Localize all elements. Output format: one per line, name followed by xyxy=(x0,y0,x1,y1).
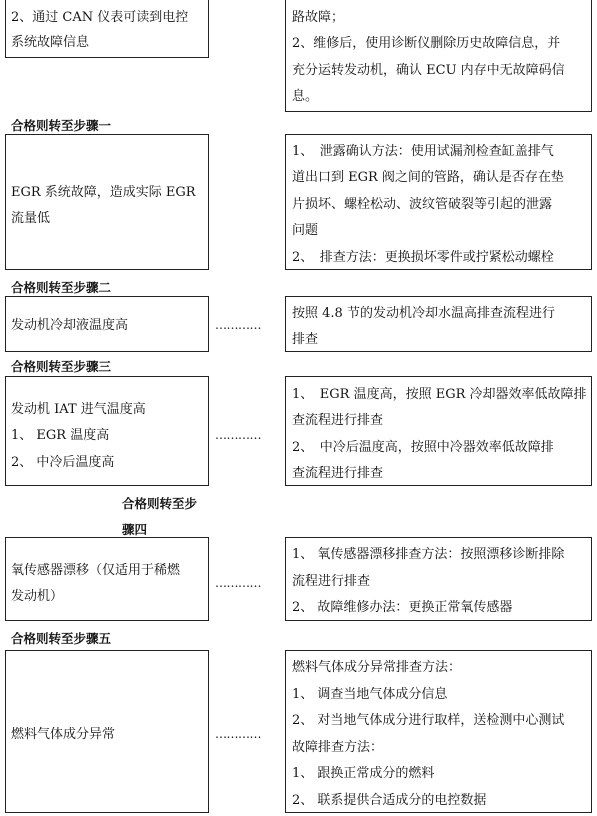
action-line: 2、 中冷后温度高，按照中冷器效率低故障排 xyxy=(292,440,554,455)
connector-dots: ………… xyxy=(215,727,261,741)
action-line: 排查 xyxy=(292,332,319,347)
action-line: 流程进行排查 xyxy=(292,574,371,589)
action-line: 查流程进行排查 xyxy=(292,466,384,481)
action-line: 问题 xyxy=(292,223,319,238)
action-line: 1、 氧传感器漂移排查方法：按照漂移诊断排除 xyxy=(292,547,565,562)
step-heading-5: 合格则转至步骤五 xyxy=(11,631,112,646)
action-line: 路故障； xyxy=(292,10,345,25)
cause-box-egr xyxy=(5,134,209,270)
cause-line: 发动机 IAT 进气温度高 xyxy=(11,402,146,417)
cause-line: 发动机冷却液温度高 xyxy=(11,318,129,333)
action-line: 1、 跟换正常成分的燃料 xyxy=(292,766,435,781)
cause-line: 流量低 xyxy=(11,211,51,226)
cause-line: 1、 EGR 温度高 xyxy=(11,428,110,443)
action-line: 2、 对当地气体成分进行取样，送检测中心测试 xyxy=(292,713,565,728)
cause-line: 2、通过 CAN 仪表可读到电控 xyxy=(11,10,189,25)
action-line: 充分运转发动机，确认 ECU 内存中无故障码信 xyxy=(292,63,565,78)
cause-line: 系统故障信息 xyxy=(11,35,90,50)
action-line: 2、 排查方法：更换损坏零件或拧紧松动螺栓 xyxy=(292,250,554,265)
action-line: 1、 EGR 温度高，按照 EGR 冷却器效率低故障排 xyxy=(292,387,587,402)
step-heading-1: 合格则转至步骤一 xyxy=(11,118,112,133)
cause-line: 氧传感器漂移（仅适用于稀燃 xyxy=(11,563,181,578)
action-line: 片损坏、螺栓松动、波纹管破裂等引起的泄露 xyxy=(292,197,553,212)
step-heading-4: 合格则转至步 xyxy=(122,496,198,511)
connector-dots: ………… xyxy=(215,576,261,590)
action-line: 1、 调查当地气体成分信息 xyxy=(292,687,448,702)
connector-dots: ………… xyxy=(215,428,261,442)
action-box-coolant xyxy=(285,296,592,352)
cause-line: 燃料气体成分异常 xyxy=(11,727,116,742)
step-heading-2: 合格则转至步骤二 xyxy=(11,280,112,295)
step-heading-3: 合格则转至步骤三 xyxy=(11,359,112,374)
action-line: 1、 泄露确认方法：使用试漏剂检查缸盖排气 xyxy=(292,144,554,159)
action-line: 2、维修后，使用诊断仪删除历史故障信息，并 xyxy=(292,36,561,51)
cause-line: 发动机） xyxy=(11,589,64,604)
cause-line: EGR 系统故障，造成实际 EGR xyxy=(11,185,196,200)
action-line: 2、 联系提供合适成分的电控数据 xyxy=(292,793,487,808)
step-heading-4: 骤四 xyxy=(122,522,148,537)
action-line: 燃料气体成分异常排查方法： xyxy=(292,660,462,675)
action-line: 息。 xyxy=(292,89,319,104)
action-line: 按照 4.8 节的发动机冷却水温高排查流程进行 xyxy=(292,306,555,321)
connector-dots: ………… xyxy=(215,318,261,332)
action-line: 2、 故障维修办法：更换正常氧传感器 xyxy=(292,600,513,615)
action-line: 查流程进行排查 xyxy=(292,413,384,428)
cause-box-o2 xyxy=(5,537,209,621)
action-line: 故障排查方法： xyxy=(292,740,384,755)
cause-line: 2、 中冷后温度高 xyxy=(11,455,115,470)
action-line: 道出口到 EGR 阀之间的管路，确认是否存在垫 xyxy=(292,170,564,185)
